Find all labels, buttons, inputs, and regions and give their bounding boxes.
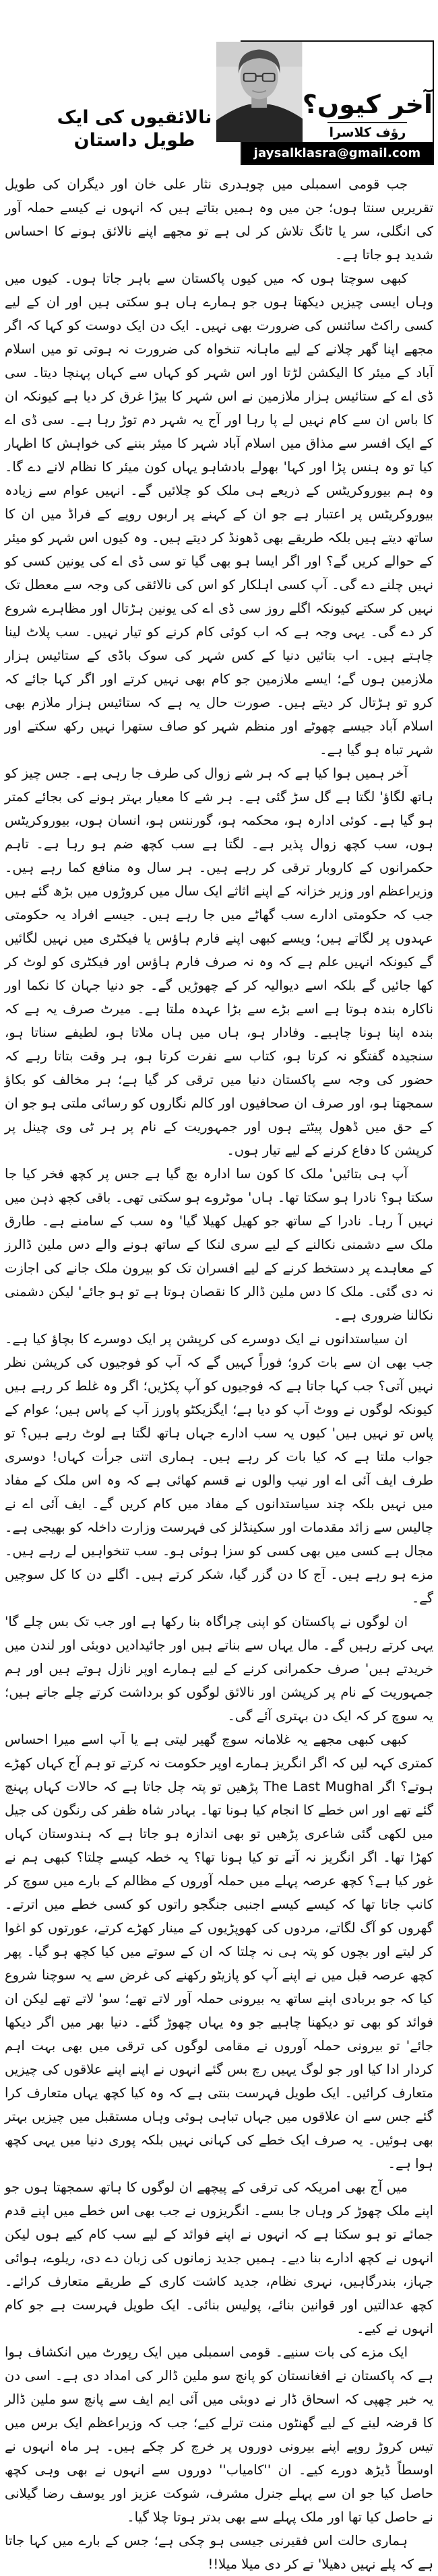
title-divider [327,122,407,123]
headline: نالائقیوں کی ایک طویل داستان [57,107,212,151]
article-paragraph: جب قومی اسمبلی میں چوہدری نثار علی خان اور دیگران کی طویل تقریریں سنتا ہوں؛ جن میں وہ ہمیں بتاتے ہیں کہ انہوں نے کیسے حملہ آور کی انگلی، سر یا ٹانگ تلاش کر لی ہے تو مجھے اپنے نالائق ہونے کا احساس شدید ہو جاتا ہے۔ [5,176,433,263]
column-title: آخر کیوں؟ [302,90,433,120]
article-body [5,172,433,2576]
article-paragraph: کبھی سوچتا ہوں کہ میں کیوں پاکستان سے باہر جاتا ہوں۔ کیوں میں وہاں ایسی چیزیں دیکھتا ہوں جو ہمارے ہاں ہو سکتی ہیں اور ان کے لیے کسی راکٹ سائنس کی ضرورت بھی نہیں۔ ایک دن ایک دوست کو کہا کہ اگر مجھے اپنا گھر چلانے کے لیے ماہانہ تنخواہ کی ضرورت نہ ہوتی تو میں اسلام آباد کے میئر کا الیکشن لڑتا اور اس شہر کو کہاں سے کہاں پہنچا دیتا۔ سی ڈی اے کے ستائیس ہزار ملازمین نے اس شہر کا بیڑا غرق کر دیا ہے کیونکہ ان کا باس ان سے کام نہیں لے پا رہا اور آج یہ شہر دم توڑ رہا ہے۔ سی ڈی اے کے ایک افسر سے مذاق میں اسلام آباد شہر کا میئر بننے کی خواہش کا اظہار کیا تو وہ ہنس پڑا اور کہا' بھولے بادشاہو یہاں کون میئر کا نظام لانے دے گا۔ وہ ہم بیوروکریٹس کے ذریعے ہی ملک کو چلائیں گے۔ انہیں عوام سے زیادہ بیوروکریٹس پر اعتبار ہے جو ان کے کہنے پر اربوں روپے کے فراڈ میں ان کا ساتھ دیتے ہیں بلکہ طریقے بھی ڈھونڈ کر دیتے ہیں۔ وہ کیوں اس شہر کو میئر کے حوالے کریں گے؟ اور اگر ایسا ہو بھی گیا تو سی ڈی اے کی یونین کسی کو نہیں چلنے دے گی۔ آپ کسی اہلکار کو اس کی نالائقی کی وجہ سے معطل تک نہیں کر سکتے کیونکہ اگلے روز سی ڈی اے کی یونین ہڑتال اور مظاہرے شروع کر دے گی۔ یہی وجہ ہے کہ اب کوئی کام کرنے کو تیار نہیں۔ سب پلاٹ لینا چاہتے ہیں۔ اب بتائیں دنیا کے کس شہر کی سوک باڈی کے ستائیس ہزار ملازمین ہوں گے؛ ایسے ملازمین جو کام بھی نہیں کرتے اور اگر کہا جائے کہ کرو تو ہڑتال کر دیتے ہیں۔ صورت حال یہ ہے کہ ستائیس ہزار ملازم بھی اسلام آباد جیسے چھوٹے اور منظم شہر کو صاف ستھرا نہیں رکھ سکتے اور شہر تباہ ہو گیا ہے۔ [5,271,433,757]
masthead-box [241,40,434,165]
masthead-inner [242,42,433,142]
article-paragraph: ایک مزے کی بات سنیے۔ قومی اسمبلی میں ایک رپورٹ میں انکشاف ہوا ہے کہ پاکستان نے افغانستان کو پانچ سو ملین ڈالر کی امداد دی ہے۔ اسی دن یہ خبر چھپی کہ اسحاق ڈار نے دوبئی میں آئی ایم ایف سے پانچ سو ملین ڈالر کا قرضہ لینے کے لیے گھنٹوں منت ترلے کیے؛ جب کہ وزیراعظم ایک برس میں تیس کروڑ روپے اپنے بیرونی دوروں پر خرچ کر چکے ہیں۔ ہر ماہ انہوں نے اوسطاً ڈیڑھ دورے کیے۔ ان ''کامیاب'' دوروں سے انہوں نے بھی وہی کچھ حاصل کیا جو ان سے پہلے جنرل مشرف، شوکت عزیز اور یوسف رضا گیلانی نے حاصل کیا تھا اور ملک پہلے سے بھی بدتر ہوتا چلا گیا۔ [5,2344,433,2525]
article-paragraph: ان لوگوں نے پاکستان کو اپنی چراگاہ بنا رکھا ہے اور جب تک بس چلے گا' یہی کرتے رہیں گے۔ مال یہاں سے بناتے ہیں اور جائیدادیں دوبئی اور لندن میں خریدتے ہیں' صرف حکمرانی کرنے کے لیے ہمارے اوپر نازل ہوتے ہیں اور ہم جمہوریت کے نام پر کرپشن اور نالائق لوگوں کو برداشت کرتے چلے جاتے ہیں؛ یہ سوچ کر کہ ایک دن بہتری آئے گی۔ [5,1614,433,1724]
article-paragraph: کبھی کبھی مجھے یہ غلامانہ سوچ گھیر لیتی ہے یا آپ اسے میرا احساس کمتری کہہ لیں کہ اگر انگریز ہمارے اوپر حکومت نہ کرتے تو ہم آج کہاں کھڑے ہوتے؟ اگر The Last Mughal پڑھیں تو پتہ چل جاتا ہے کہ حالات کہاں پہنچ گئے تھے اور اس خطے کا انجام کیا ہونا تھا۔ بہادر شاہ ظفر کی رنگون کی جیل میں لکھی گئی شاعری پڑھیں تو بھی اندازہ ہو جاتا ہے کہ ہندوستان کہاں کھڑا تھا۔ اگر انگریز نہ آتے تو کیا ہونا تھا؟ یہ خطہ کیسے چلتا؟ کبھی ہم نے غور کیا ہے؟ کچھ عرصہ پہلے میں حملہ آوروں کے مظالم کے بارے میں سوچ کر کانپ جاتا تھا کہ کیسے کیسے اجنبی جنگجو راتوں کو کسی خطے میں اترتے۔ گھروں کو آگ لگاتے، مردوں کی کھوپڑیوں کے مینار کھڑے کرتے، عورتوں کو اغوا کر لیتے اور بچوں کو پتہ ہی نہ چلتا کہ ان کے سوتے میں کیا کچھ ہو گیا۔ پھر کچھ عرصہ قبل میں نے اپنے آپ کو پازیٹو رکھنے کی غرض سے یہ سوچنا شروع کیا کہ جو بربادی اپنے ساتھ یہ بیرونی حملہ آور لاتے تھے؛ سو' لاتے تھے لیکن ان فوائد کو بھی تو دیکھنا چاہیے جو وہ یہاں چھوڑ گئے۔ دنیا بھر میں اگر دیکھا جائے' تو بیرونی حملہ آوروں نے مقامی لوگوں کی ترقی میں بھی بہت اہم کردار ادا کیا اور جو لوگ یہیں رچ بس گئے انہوں نے اپنے اپنے علاقوں کی چیزیں متعارف کرائیں۔ ایک طویل فہرست بنتی ہے کہ وہ کیا کچھ یہاں متعارف کرا گئے جس سے ان علاقوں میں جہاں تباہی ہوئی وہاں مستقبل میں چیزیں بہتر بھی ہوئیں۔ یہ صرف ایک خطے کی کہانی نہیں بلکہ پوری دنیا میں یہی کچھ ہوا ہے۔ [5,1732,433,2171]
email-text: jaysalklasra@gmail.com [253,145,421,160]
masthead-title-column [303,42,433,142]
article-paragraph: آپ ہی بتائیں' ملک کا کون سا ادارہ بچ گیا ہے جس پر کچھ فخر کیا جا سکتا ہو؟ نادرا ہو سکتا تھا۔ ہاں' موٹروے ہو سکتی تھی۔ باقی کچھ ذہن میں نہیں آ رہا۔ نادرا کے ساتھ جو کھیل کھیلا گیا' وہ سب کے سامنے ہے۔ طارق ملک سے دشمنی نکالنے کے لیے سری لنکا کے ساتھ ہونے والے دس ملین ڈالرز کے معاہدے پر دستخط کرنے کے لیے افسران تک کو بیرون ملک جانے کی اجازت نہ دی گئی۔ ملک کا دس ملین ڈالر کا نقصان ہوتا ہے تو ہو جائے' لیکن دشمنی نکالنا ضروری ہے۔ [5,1166,433,1323]
article-paragraph: آخر ہمیں ہوا کیا ہے کہ ہر شے زوال کی طرف جا رہی ہے۔ جس چیز کو ہاتھ لگاؤ' لگتا ہے گل سڑ گئی ہے۔ ہر شے کا معیار بہتر ہونے کی بجائے کمتر ہو گیا ہے۔ کوئی ادارہ ہو، محکمہ ہو، گورننس ہو، انسان ہوں، بیوروکریٹس ہوں، سب کچھ زوال پذیر ہے۔ لگتا ہے سب کچھ ضم ہو رہا ہے۔ تاہم حکمرانوں کے کاروبار ترقی کر رہے ہیں۔ ہر سال وہ منافع کما رہے ہیں۔ وزیراعظم اور وزیر خزانہ کے اپنے اثاثے ایک سال میں کروڑوں میں بڑھ گئے ہیں جب کہ حکومتی ادارے سب گھاٹے میں جا رہے ہیں۔ جیسے افراد یہ حکومتی عہدوں پر لگاتے ہیں؛ ویسے کبھی اپنے فارم ہاؤس یا فیکٹری میں نہیں لگائیں گے کیونکہ انہیں علم ہے کہ وہ نہ صرف فارم ہاؤس اور فیکٹری کو لوٹ کر کھا جائیں گے بلکہ اسے دیوالیہ کر کے چھوڑیں گے۔ جو دنیا جہان کا نکما اور ناکارہ بندہ ہوتا ہے اسے بڑے سے بڑا عہدہ ملتا ہے۔ میرٹ صرف یہ ہے کہ بندہ اپنا ہونا چاہیے۔ وفادار ہو، ہاں میں ہاں ملاتا ہو، لطیفے سناتا ہو، سنجیدہ گفتگو نہ کرتا ہو، کتاب سے نفرت کرتا ہو، ہر وقت بتاتا رہے کہ حضور کی وجہ سے پاکستان دنیا میں ترقی کر گیا ہے؛ ہر مخالف کو بکاؤ سمجھتا ہو، اور صرف ان صحافیوں اور کالم نگاروں کو رسائی ملتی ہو جو ان کے حق میں ڈھول پیٹتے ہوں اور جمہوریت کے نام پر ہر ٹی وی چینل پر کرپشن کا دفاع کرنے کے لیے تیار ہوں۔ [5,766,433,1158]
article-paragraph: ان سیاستدانوں نے ایک دوسرے کی کرپشن پر ایک دوسرے کا بچاؤ کیا ہے۔ جب بھی ان سے بات کرو؛ فوراً کہیں گے کہ آپ کو فوجیوں کی کرپشن نظر نہیں آتی؟ جب کہا جاتا ہے کہ فوجیوں کو آپ پکڑیں؛ اگر وہ غلط کر رہے ہیں کیونکہ لوگوں نے ووٹ آپ کو دیا ہے؛ ایگزیکٹو پاورز آپ کے پاس ہیں؛ عوام کے پاس تو نہیں ہیں' کیوں یہ سب ادارے جہاں ہاتھ لگتا ہے لوٹ رہے ہیں؟ تو جواب ملتا ہے کہ کیا بات کر رہے ہیں۔ ہماری اتنی جرأت کہاں! دوسری طرف ایف آئی اے اور نیب والوں نے قسم کھائی ہے کہ وہ اس ملک کے مفاد میں نہیں بلکہ چند سیاستدانوں کے مفاد میں کام کریں گے۔ ایف آئی اے نے چالیس سے زائد مقدمات اور سکینڈلز کی فہرست وزارت داخلہ کو بھیجی ہے۔ مجال ہے کسی میں بھی کسی کو سزا ہوئی ہو۔ سب تنخواہیں لے رہے ہیں۔ مزے ہو رہے ہیں۔ آج کا دن گزر گیا، شکر کرتے ہیں۔ اگلے دن کا کل سوچیں گے۔ [5,1331,433,1606]
article-paragraph: میں آج بھی امریکہ کی ترقی کے پیچھے ان لوگوں کا ہاتھ سمجھتا ہوں جو اپنے ملک چھوڑ کر وہاں جا بسے۔ انگریزوں نے جب بھی اس خطے میں اپنے قدم جمائے تو ہو سکتا ہے کہ انہوں نے اپنے فوائد کے لیے سب کام کیے ہوں لیکن انہوں نے کچھ ادارے بنا دیے۔ ہمیں جدید زمانوں کی زبان دے دی، ریلوے، ہوائی جہاز، بندرگاہیں، نہری نظام، جدید کاشت کاری کے طریقے متعارف کرائے۔ کچھ عدالتیں اور قوانین بنائے، پولیس بنائی۔ ایک طویل فہرست ہے جو کام انہوں نے کیے۔ [5,2179,433,2336]
author-name: رؤف کلاسرا [329,125,406,140]
email-bar [242,142,433,164]
article-paragraph: ہماری حالت اس فقیرنی جیسی ہو چکی ہے؛ جس کے بارے میں کہا جاتا ہے کہ پلے نہیں دھیلا' تے کر دی میلا میلا!! [5,2533,433,2572]
